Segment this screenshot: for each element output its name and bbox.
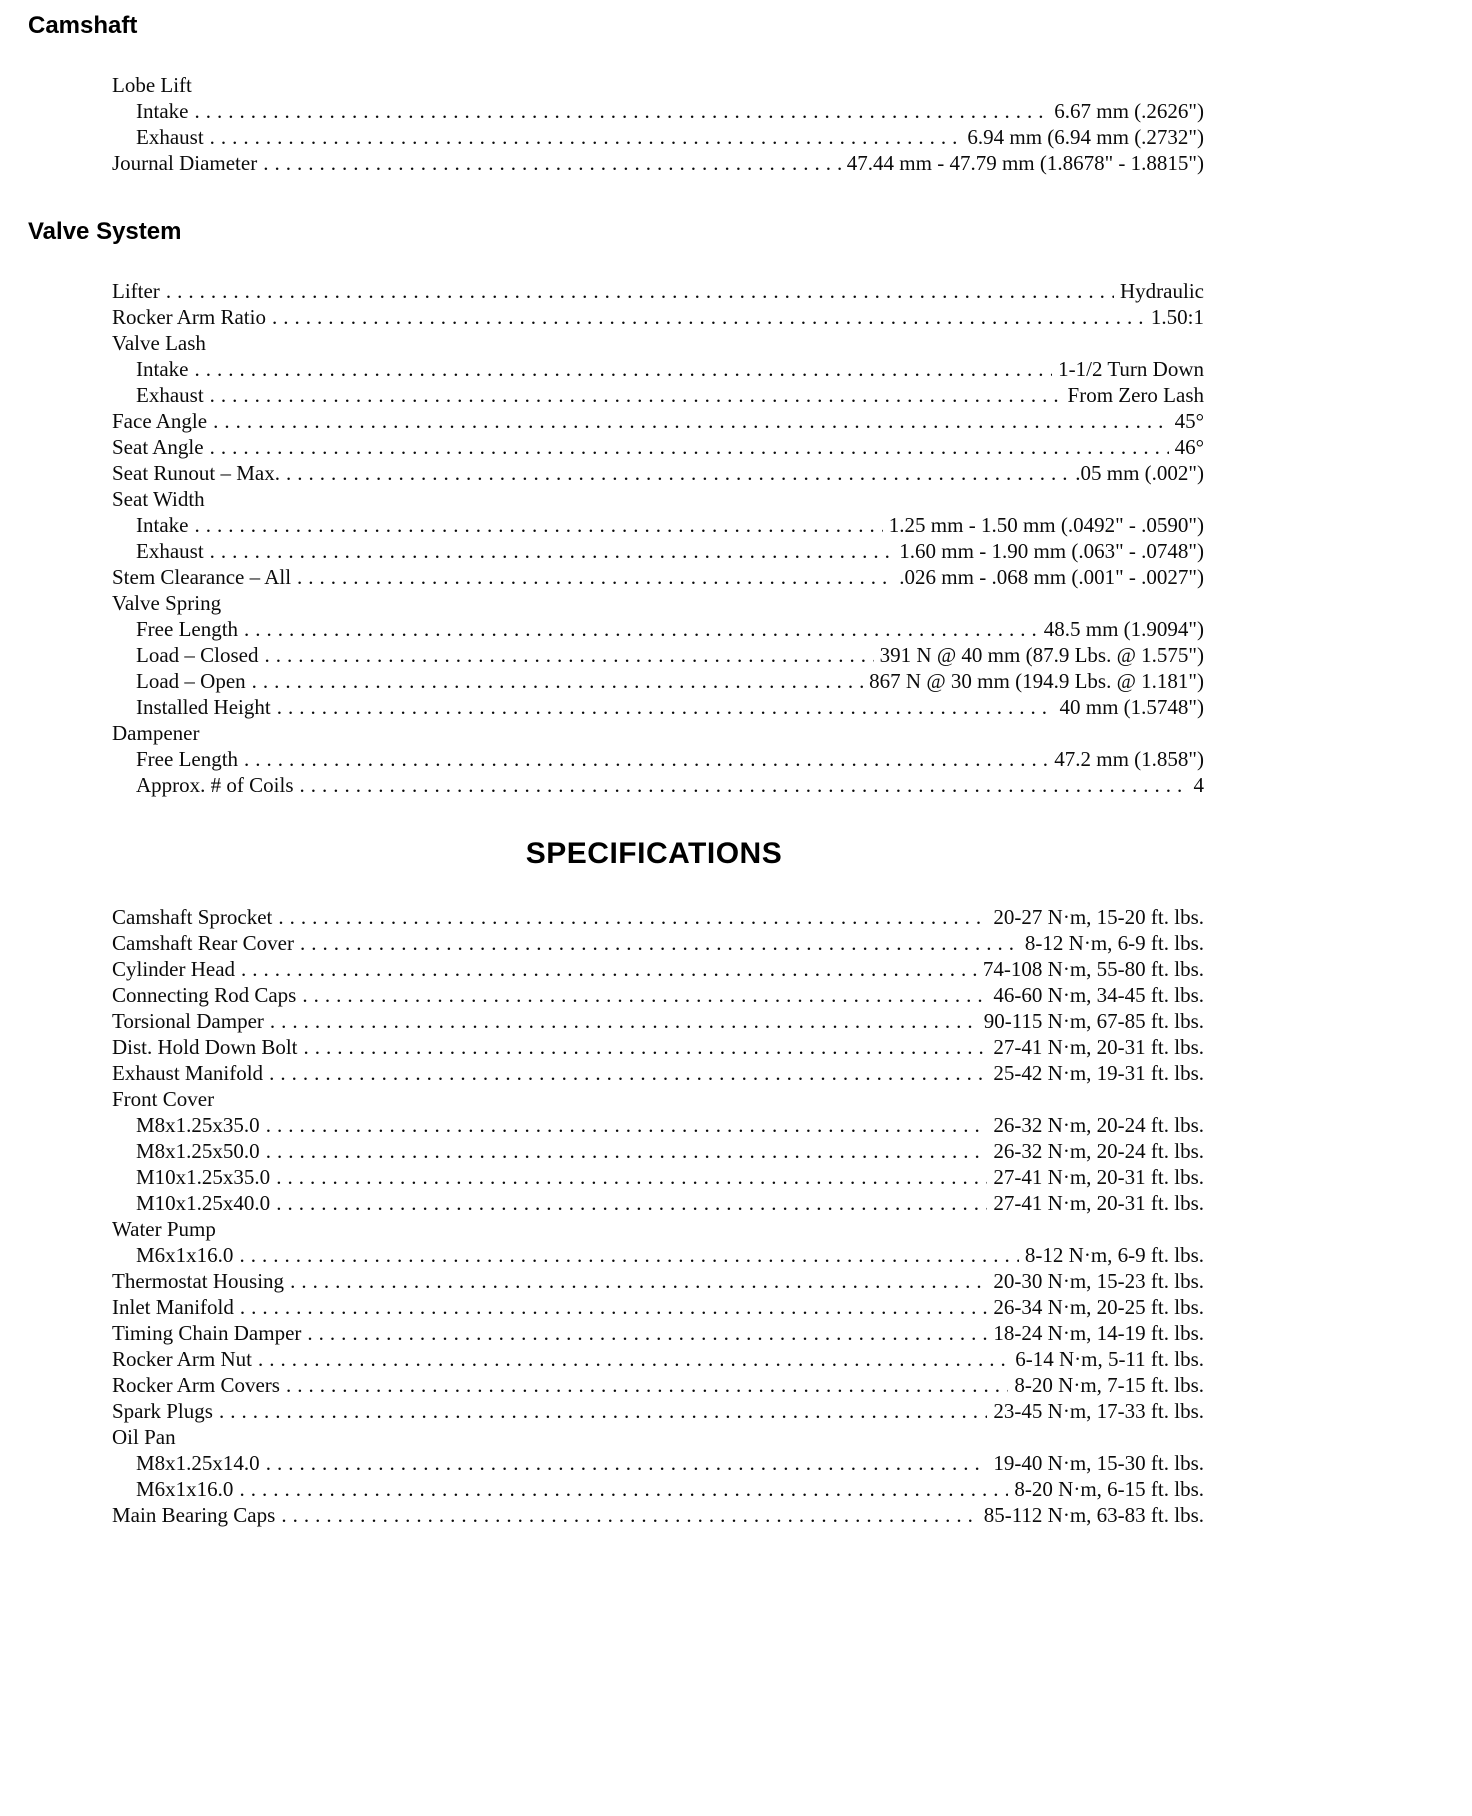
spec-value: 6-14 N·m, 5-11 ft. lbs. [1015,1347,1204,1371]
spec-label: Exhaust [136,383,204,407]
spec-label: M8x1.25x50.0 [136,1139,260,1163]
spec-label: Installed Height [136,695,271,719]
spec-row [104,616,1204,642]
spec-value: 26-34 N·m, 20-25 ft. lbs. [993,1295,1204,1319]
dot-leader [281,1502,977,1528]
spec-row [104,1138,1204,1164]
spec-group-label: Water Pump [112,1217,216,1241]
spec-value: 90-115 N·m, 67-85 ft. lbs. [983,1009,1204,1033]
spec-label: M10x1.25x40.0 [136,1191,271,1215]
spec-row [104,668,1204,694]
document-body [28,12,1204,1528]
spec-label: Exhaust Manifold [112,1061,264,1085]
spec-label: Thermostat Housing [112,1269,285,1293]
dot-leader [252,668,864,694]
spec-value: 23-45 N·m, 17-33 ft. lbs. [993,1399,1204,1423]
dot-leader [276,1164,987,1190]
spec-value: Hydraulic [1120,279,1204,303]
spec-group-row [104,1424,1204,1450]
dot-leader [266,1138,988,1164]
dot-leader [297,564,893,590]
spec-label: Rocker Arm Covers [112,1373,280,1397]
spec-row [104,746,1204,772]
spec-row [104,1190,1204,1216]
spec-row [104,98,1204,124]
dot-leader [166,278,1114,304]
dot-leader [304,1034,988,1060]
spec-label: M8x1.25x14.0 [136,1451,260,1475]
spec-group-row [104,330,1204,356]
spec-row [104,356,1204,382]
spec-group-row [104,486,1204,512]
dot-leader [244,746,1048,772]
spec-label: Exhaust [136,125,204,149]
spec-row [104,1450,1204,1476]
spec-row [104,1242,1204,1268]
spec-label: Intake [136,99,189,123]
spec-value: 8-20 N·m, 6-15 ft. lbs. [1014,1477,1204,1501]
spec-row [104,150,1204,176]
dot-leader [300,930,1019,956]
dot-leader [240,1294,988,1320]
dot-leader [302,982,987,1008]
spec-value: 47.44 mm - 47.79 mm (1.8678" - 1.8815") [846,151,1204,175]
spec-label: Seat Runout – Max. [112,461,280,485]
spec-group-row [104,72,1204,98]
spec-label: Inlet Manifold [112,1295,234,1319]
spec-value: 20-27 N·m, 15-20 ft. lbs. [993,905,1204,929]
spec-value: 6.67 mm (.2626") [1054,99,1204,123]
spec-label: M6x1x16.0 [136,1477,234,1501]
dot-leader [210,538,894,564]
dot-leader [266,1450,988,1476]
spec-label: Journal Diameter [112,151,258,175]
spec-group-row [104,590,1204,616]
spec-label: Main Bearing Caps [112,1503,276,1527]
spec-value: 27-41 N·m, 20-31 ft. lbs. [993,1191,1204,1215]
dot-leader [239,1242,1018,1268]
spec-label: M8x1.25x35.0 [136,1113,260,1137]
spec-row [104,1008,1204,1034]
dot-leader [278,904,987,930]
dot-leader [264,642,873,668]
spec-label: Stem Clearance – All [112,565,292,589]
spec-label: Timing Chain Damper [112,1321,302,1345]
spec-row [104,538,1204,564]
spec-row [104,564,1204,590]
spec-value: 6.94 mm (6.94 mm (.2732") [967,125,1204,149]
spec-group-label: Seat Width [112,487,205,511]
dot-leader [219,1398,987,1424]
section-heading: Valve System [28,218,182,245]
spec-value: 20-30 N·m, 15-23 ft. lbs. [993,1269,1204,1293]
spec-value: 1.50:1 [1150,305,1204,329]
spec-value: 391 N @ 40 mm (87.9 Lbs. @ 1.575") [879,643,1204,667]
spec-label: Approx. # of Coils [136,773,294,797]
spec-label: Seat Angle [112,435,204,459]
spec-value: 26-32 N·m, 20-24 ft. lbs. [993,1139,1204,1163]
dot-leader [194,356,1052,382]
spec-value: 46° [1174,435,1204,459]
spec-value: 74-108 N·m, 55-80 ft. lbs. [982,957,1204,981]
spec-group-label: Front Cover [112,1087,215,1111]
spec-row [104,930,1204,956]
spec-value: 8-12 N·m, 6-9 ft. lbs. [1024,931,1204,955]
spec-row [104,382,1204,408]
spec-row [104,1476,1204,1502]
spec-row [104,1502,1204,1528]
spec-value: 18-24 N·m, 14-19 ft. lbs. [993,1321,1204,1345]
spec-value: 4 [1193,773,1204,797]
dot-leader [210,124,962,150]
dot-leader [269,1060,987,1086]
spec-group-label: Oil Pan [112,1425,176,1449]
spec-row [104,1268,1204,1294]
spec-row [104,1398,1204,1424]
spec-label: Connecting Rod Caps [112,983,297,1007]
dot-leader [307,1320,987,1346]
dot-leader [241,956,977,982]
spec-label: Free Length [136,617,239,641]
spec-value: 85-112 N·m, 63-83 ft. lbs. [983,1503,1204,1527]
dot-leader [239,1476,1008,1502]
spec-value: 27-41 N·m, 20-31 ft. lbs. [993,1165,1204,1189]
spec-group-label: Lobe Lift [112,73,192,97]
spec-value: From Zero Lash [1067,383,1204,407]
spec-value: 26-32 N·m, 20-24 ft. lbs. [993,1113,1204,1137]
spec-group-row [104,720,1204,746]
dot-leader [244,616,1038,642]
spec-value: 19-40 N·m, 15-30 ft. lbs. [993,1451,1204,1475]
spec-row [104,1372,1204,1398]
spec-row [104,982,1204,1008]
spec-group-label: Dampener [112,721,200,745]
spec-value: 1-1/2 Turn Down [1058,357,1204,381]
spec-label: Intake [136,357,189,381]
spec-row [104,1320,1204,1346]
spec-value: .026 mm - .068 mm (.001" - .0027") [899,565,1204,589]
dot-leader [213,408,1169,434]
spec-label: Face Angle [112,409,208,433]
spec-group-label: Valve Lash [112,331,206,355]
spec-value: 1.60 mm - 1.90 mm (.063" - .0748") [899,539,1204,563]
spec-label: Free Length [136,747,239,771]
spec-label: M10x1.25x35.0 [136,1165,271,1189]
spec-value: 47.2 mm (1.858") [1054,747,1204,771]
spec-label: Intake [136,513,189,537]
spec-label: Dist. Hold Down Bolt [112,1035,298,1059]
dot-leader [266,1112,988,1138]
dot-leader [277,694,1054,720]
spec-group-label: Valve Spring [112,591,222,615]
spec-row [104,694,1204,720]
dot-leader [300,772,1188,798]
spec-value: 1.25 mm - 1.50 mm (.0492" - .0590") [888,513,1204,537]
spec-value: 48.5 mm (1.9094") [1043,617,1204,641]
spec-value: 46-60 N·m, 34-45 ft. lbs. [993,983,1204,1007]
spec-label: Lifter [112,279,160,303]
spec-section [104,837,1204,1528]
spec-value: 27-41 N·m, 20-31 ft. lbs. [993,1035,1204,1059]
spec-row [104,1034,1204,1060]
spec-row [104,1112,1204,1138]
spec-value: 25-42 N·m, 19-31 ft. lbs. [993,1061,1204,1085]
spec-label: Load – Closed [136,643,259,667]
spec-label: Rocker Arm Ratio [112,305,266,329]
dot-leader [270,1008,978,1034]
dot-leader [276,1190,987,1216]
dot-leader [272,304,1145,330]
spec-label: Exhaust [136,539,204,563]
spec-row [104,1294,1204,1320]
dot-leader [286,1372,1008,1398]
spec-row [104,460,1204,486]
section-heading: Camshaft [28,12,138,39]
spec-row [104,124,1204,150]
spec-row [104,1346,1204,1372]
section-heading: SPECIFICATIONS [525,837,783,870]
spec-section [28,218,1204,798]
spec-label: Camshaft Sprocket [112,905,273,929]
spec-row [104,278,1204,304]
dot-leader [290,1268,987,1294]
spec-value: 40 mm (1.5748") [1059,695,1204,719]
spec-row [104,904,1204,930]
dot-leader [263,150,841,176]
spec-label: Rocker Arm Nut [112,1347,252,1371]
dot-leader [194,98,1048,124]
spec-row [104,772,1204,798]
spec-value: 867 N @ 30 mm (194.9 Lbs. @ 1.181") [869,669,1204,693]
section-body [104,904,1204,1528]
dot-leader [258,1346,1009,1372]
spec-section [28,12,1204,176]
spec-value: 45° [1174,409,1204,433]
dot-leader [210,434,1169,460]
spec-group-row [104,1086,1204,1112]
section-body [104,278,1204,798]
spec-row [104,408,1204,434]
spec-label: Load – Open [136,669,246,693]
spec-row [104,1164,1204,1190]
spec-row [104,512,1204,538]
spec-value: 8-20 N·m, 7-15 ft. lbs. [1014,1373,1204,1397]
section-body [104,72,1204,176]
spec-label: Torsional Damper [112,1009,264,1033]
spec-row [104,642,1204,668]
dot-leader [286,460,1069,486]
dot-leader [210,382,1062,408]
spec-row [104,304,1204,330]
spec-label: M6x1x16.0 [136,1243,234,1267]
spec-label: Camshaft Rear Cover [112,931,294,955]
spec-label: Spark Plugs [112,1399,213,1423]
spec-row [104,956,1204,982]
spec-row [104,434,1204,460]
spec-label: Cylinder Head [112,957,236,981]
spec-group-row [104,1216,1204,1242]
spec-row [104,1060,1204,1086]
spec-value: 8-12 N·m, 6-9 ft. lbs. [1024,1243,1204,1267]
dot-leader [194,512,882,538]
spec-value: .05 mm (.002") [1075,461,1204,485]
